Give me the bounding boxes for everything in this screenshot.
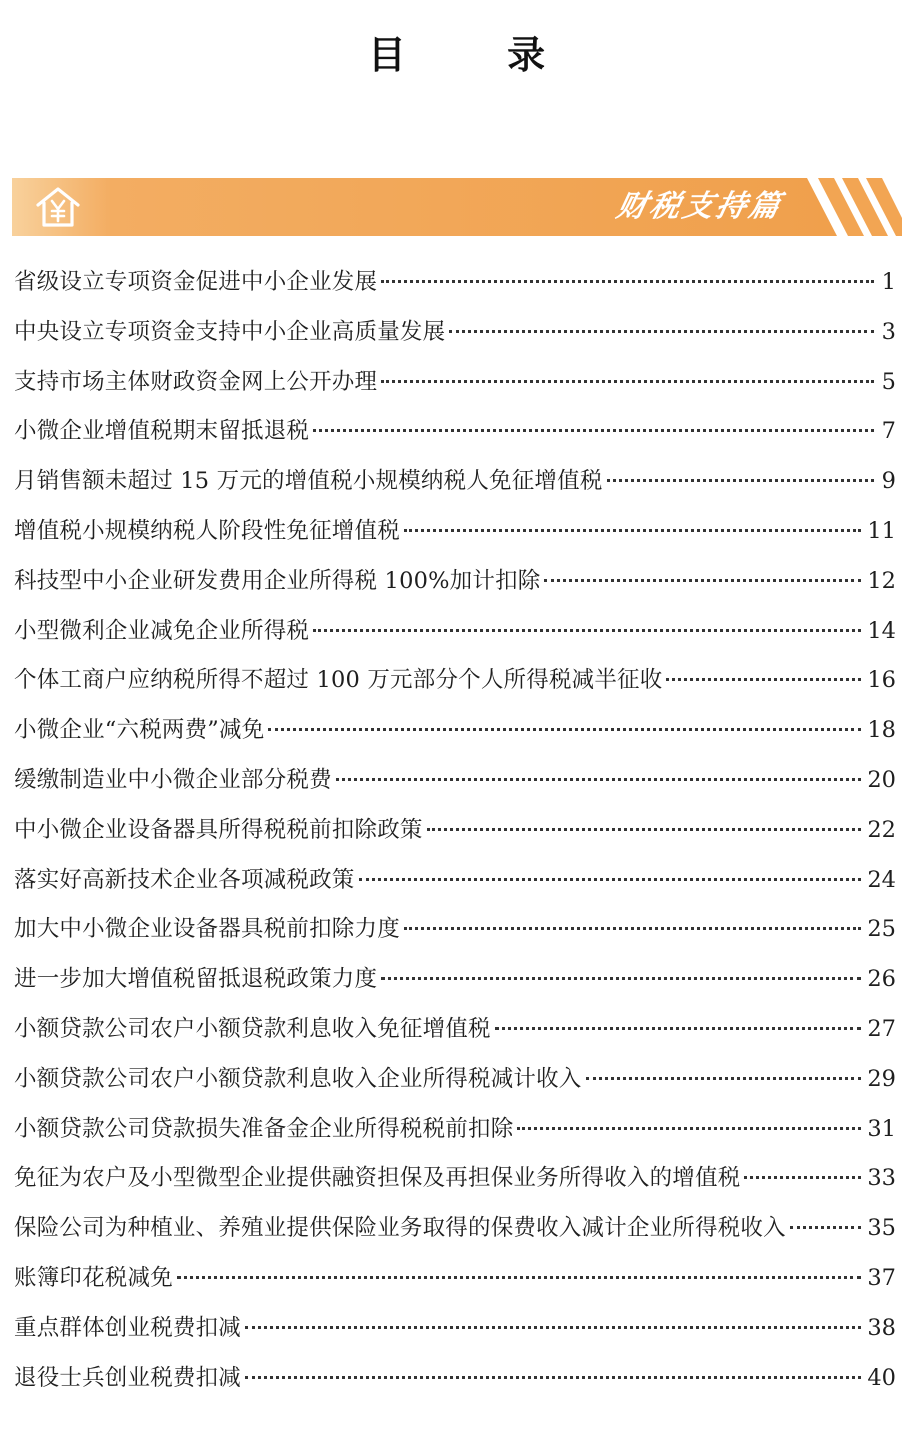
toc-leader-dots: [404, 529, 861, 532]
toc-entry-page: 26: [867, 966, 896, 993]
toc-leader-dots: [544, 579, 861, 582]
toc-entry-16[interactable]: [14, 1005, 896, 1055]
toc-entry-title[interactable]: 增值税小规模纳税人阶段性免征增值税: [14, 517, 400, 544]
toc-entry-21[interactable]: [14, 1254, 896, 1304]
toc-entry-title[interactable]: 月销售额未超过 15 万元的增值税小规模纳税人免征增值税: [14, 468, 603, 495]
toc-entry-page: 33: [867, 1165, 896, 1192]
toc-entry-20[interactable]: [14, 1204, 896, 1254]
toc-leader-dots: [313, 429, 874, 432]
toc-leader-dots: [517, 1127, 861, 1130]
toc-entry-title[interactable]: 支持市场主体财政资金网上公开办理: [14, 368, 378, 395]
toc-entry-page: 9: [881, 468, 896, 495]
house-yuan-icon: [32, 183, 84, 231]
toc-entry-7[interactable]: [14, 557, 896, 607]
toc-entry-title[interactable]: 小微企业增值税期末留抵退税: [14, 418, 310, 445]
toc-entry-8[interactable]: [14, 607, 896, 657]
toc-entry-title[interactable]: 小额贷款公司农户小额贷款利息收入免征增值税: [14, 1015, 491, 1042]
toc-leader-dots: [381, 977, 861, 980]
section-title: 财税支持篇: [613, 189, 786, 224]
toc-entry-title[interactable]: 个体工商户应纳税所得不超过 100 万元部分个人所得税减半征收: [14, 667, 663, 694]
toc-entry-3[interactable]: [14, 358, 896, 408]
toc-entry-title[interactable]: 退役士兵创业税费扣减: [14, 1364, 242, 1391]
toc-entry-page: 38: [867, 1314, 896, 1341]
page-title: 目 录: [367, 33, 590, 77]
toc-entry-page: 27: [867, 1015, 896, 1042]
toc-entry-13[interactable]: [14, 856, 896, 906]
toc-entry-10[interactable]: [14, 706, 896, 756]
toc-entry-15[interactable]: [14, 955, 896, 1005]
toc-leader-dots: [245, 1376, 861, 1379]
toc-entry-page: 14: [867, 617, 896, 644]
toc-entry-title[interactable]: 账簿印花税减免: [14, 1264, 173, 1291]
toc-entry-title[interactable]: 重点群体创业税费扣减: [14, 1314, 242, 1341]
toc-entry-title[interactable]: 保险公司为种植业、养殖业提供保险业务取得的保费收入减计企业所得税收入: [14, 1215, 786, 1242]
toc-leader-dots: [449, 330, 874, 333]
toc-entry-page: 24: [867, 866, 896, 893]
toc-entry-page: 29: [867, 1065, 896, 1092]
toc-entry-title[interactable]: 小微企业“六税两费”减免: [14, 717, 265, 744]
toc-entry-11[interactable]: [14, 756, 896, 806]
toc-entry-title[interactable]: 加大中小微企业设备器具税前扣除力度: [14, 916, 400, 943]
toc-entry-title[interactable]: 中小微企业设备器具所得税税前扣除政策: [14, 816, 423, 843]
toc-entry-9[interactable]: [14, 656, 896, 706]
toc-entry-title[interactable]: 进一步加大增值税留抵退税政策力度: [14, 966, 378, 993]
toc-leader-dots: [404, 927, 861, 930]
toc-entry-page: 12: [867, 567, 896, 594]
toc-leader-dots: [177, 1276, 861, 1279]
toc-entry-page: 3: [881, 318, 896, 345]
toc-entry-page: 11: [867, 517, 896, 544]
section-banner: [12, 178, 902, 238]
toc-entry-19[interactable]: [14, 1154, 896, 1204]
toc-leader-dots: [336, 778, 862, 781]
toc-leader-dots: [607, 479, 874, 482]
toc-entry-title[interactable]: 省级设立专项资金促进中小企业发展: [14, 269, 378, 295]
toc-leader-dots: [495, 1027, 862, 1030]
toc-leader-dots: [313, 629, 861, 632]
toc-entry-12[interactable]: [14, 806, 896, 856]
toc-entry-14[interactable]: [14, 905, 896, 955]
toc-entry-6[interactable]: [14, 507, 896, 557]
toc-leader-dots: [744, 1176, 861, 1179]
toc-entry-5[interactable]: [14, 457, 896, 507]
toc-entry-title[interactable]: 缓缴制造业中小微企业部分税费: [14, 766, 332, 793]
toc-leader-dots: [268, 728, 861, 731]
toc-entry-title[interactable]: 小型微利企业减免企业所得税: [14, 617, 310, 644]
toc-entry-page: 37: [867, 1264, 896, 1291]
table-of-contents: [14, 258, 896, 1403]
toc-entry-page: 22: [867, 816, 896, 843]
toc-leader-dots: [381, 280, 874, 283]
toc-entry-title[interactable]: 科技型中小企业研发费用企业所得税 100%加计扣除: [14, 567, 541, 594]
toc-entry-page: 35: [867, 1215, 896, 1242]
toc-entry-2[interactable]: [14, 308, 896, 358]
toc-entry-page: 31: [867, 1115, 896, 1142]
toc-leader-dots: [359, 878, 862, 881]
toc-entry-title[interactable]: 免征为农户及小型微型企业提供融资担保及再担保业务所得收入的增值税: [14, 1165, 741, 1192]
toc-entry-page: 20: [867, 766, 896, 793]
toc-entry-page: 1: [881, 269, 896, 295]
toc-entry-17[interactable]: [14, 1055, 896, 1105]
toc-leader-dots: [666, 678, 861, 681]
toc-entry-1[interactable]: [14, 258, 896, 308]
toc-entry-title[interactable]: 小额贷款公司贷款损失准备金企业所得税税前扣除: [14, 1115, 514, 1142]
toc-entry-4[interactable]: [14, 407, 896, 457]
toc-leader-dots: [245, 1326, 861, 1329]
toc-entry-title[interactable]: 小额贷款公司农户小额贷款利息收入企业所得税减计收入: [14, 1065, 582, 1092]
toc-leader-dots: [381, 380, 874, 383]
toc-entry-page: 5: [881, 368, 896, 395]
toc-entry-page: 18: [867, 717, 896, 744]
toc-leader-dots: [586, 1077, 862, 1080]
toc-entry-page: 25: [867, 916, 896, 943]
toc-entry-page: 40: [867, 1364, 896, 1391]
toc-leader-dots: [427, 828, 862, 831]
toc-entry-page: 7: [881, 418, 896, 445]
toc-entry-23[interactable]: [14, 1354, 896, 1404]
toc-entry-page: 16: [867, 667, 896, 694]
toc-leader-dots: [790, 1226, 862, 1229]
toc-entry-title[interactable]: 落实好高新技术企业各项减税政策: [14, 866, 355, 893]
toc-entry-title[interactable]: 中央设立专项资金支持中小企业高质量发展: [14, 318, 446, 345]
toc-entry-18[interactable]: [14, 1105, 896, 1155]
toc-entry-22[interactable]: [14, 1304, 896, 1354]
